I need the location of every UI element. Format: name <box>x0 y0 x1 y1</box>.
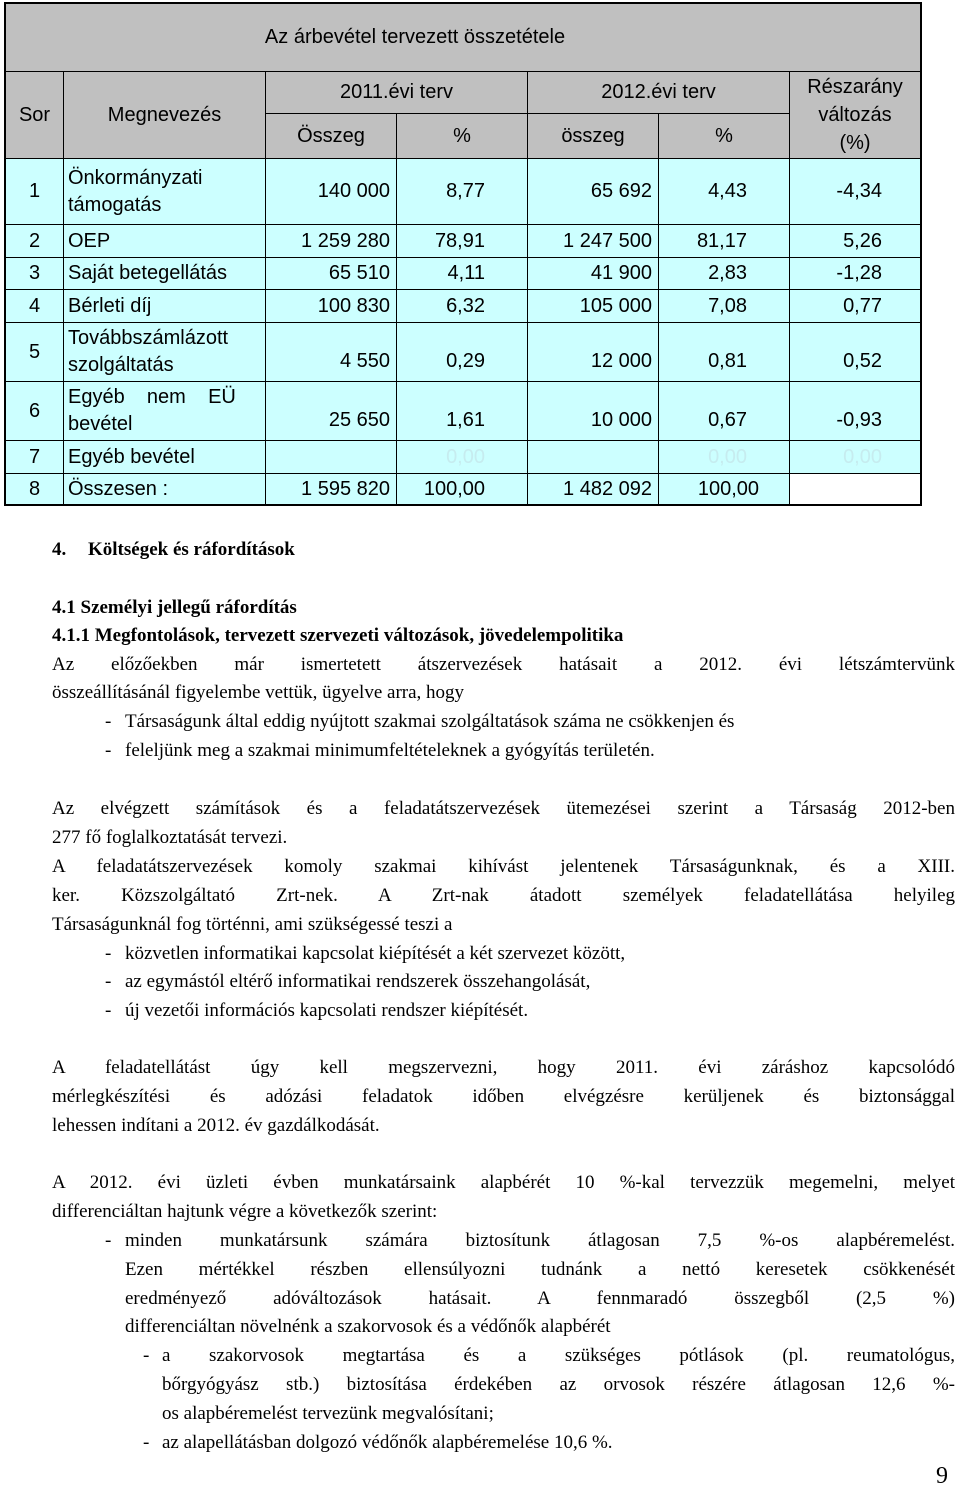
row8-p2011: 100,00 <box>396 473 527 504</box>
bullet-dash: - <box>143 1345 150 1366</box>
bullet-1: Társaságunk által eddig nyújtott szakmai szolgáltatások száma ne csökkenjen és <box>125 711 735 732</box>
row2-name: OEP <box>63 224 265 257</box>
header-megnevezes: Megnevezés <box>63 71 265 158</box>
row6-v2012: 10 000 <box>527 381 658 440</box>
row3-name: Saját betegellátás <box>63 257 265 289</box>
row8-change <box>789 473 920 504</box>
row3-sor: 3 <box>6 257 63 289</box>
row3-p2012: 2,83 <box>658 257 789 289</box>
section-4-number: 4. <box>52 539 67 560</box>
row5-p2012: 0,81 <box>658 322 789 381</box>
bullet-7-line1: a szakorvosok megtartása és a szükséges pótlások (pl. reumatológus, <box>162 1345 955 1366</box>
revenue-table <box>4 2 922 506</box>
para4-line3: lehessen indítani a 2012. év gazdálkodását. <box>52 1115 380 1136</box>
row1-change: -4,34 <box>789 158 920 224</box>
bullet-8: az alapellátásban dolgozó védőnők alapbéremelése 10,6 %. <box>162 1432 613 1453</box>
header-2011: 2011.évi terv <box>265 71 527 113</box>
para3-line2: ker. Közszolgáltató Zrt-nek. A Zrt-nak átadott személyek feladatellátása helyileg <box>52 885 955 906</box>
row6-sor: 6 <box>6 381 63 440</box>
para2-line1: Az elvégzett számítások és a feladatátszervezések ütemezései szerint a Társaság 2012-ben <box>52 798 955 819</box>
row7-v2012 <box>527 440 658 473</box>
para5-line2: differenciáltan hajtunk végre a következők szerint: <box>52 1201 438 1222</box>
section-4-1-1-title: 4.1.1 Megfontolások, tervezett szervezeti változások, jövedelempolitika <box>52 625 624 646</box>
subheader-pct-2012: % <box>658 113 789 158</box>
bullet-2: feleljünk meg a szakmai minimumfeltételeknek a gyógyítás területén. <box>125 740 655 761</box>
row1-name <box>63 158 265 224</box>
bullet-dash: - <box>105 1230 112 1251</box>
row1-p2012: 4,43 <box>658 158 789 224</box>
row4-change: 0,77 <box>789 289 920 322</box>
row4-v2011: 100 830 <box>265 289 396 322</box>
row7-sor: 7 <box>6 440 63 473</box>
row6-name-line1: Egyéb nem EÜ <box>68 386 236 408</box>
bullet-5: új vezetői információs kapcsolati rendszer kiépítését. <box>125 1000 529 1021</box>
row2-p2012: 81,17 <box>658 224 789 257</box>
header-change-line3: (%) <box>839 132 871 154</box>
row2-v2011: 1 259 280 <box>265 224 396 257</box>
row3-v2011: 65 510 <box>265 257 396 289</box>
row1-name-line1: Önkormányzati <box>68 166 203 189</box>
row6-change: -0,93 <box>789 381 920 440</box>
bullet-dash: - <box>105 943 112 964</box>
row8-v2012: 1 482 092 <box>527 473 658 504</box>
bullet-7-line3: os alapbéremelést tervezünk megvalósítani; <box>162 1403 494 1424</box>
row1-name-line2: támogatás <box>68 193 162 216</box>
row4-sor: 4 <box>6 289 63 322</box>
row4-name: Bérleti díj <box>63 289 265 322</box>
row7-change: 0,00 <box>789 440 920 473</box>
header-2012: 2012.évi terv <box>527 71 789 113</box>
para5-line1: A 2012. évi üzleti évben munkatársaink alapbérét 10 %-kal tervezzük megemelni, melyet <box>52 1172 955 1193</box>
para1-line1: Az előzőekben már ismertetett átszervezések hatásait a 2012. évi létszámtervünk <box>52 654 955 675</box>
row7-v2011 <box>265 440 396 473</box>
row5-name-line1: Továbbszámlázott <box>68 327 229 349</box>
para1-line2: összeállításánál figyelembe vettük, ügyelve arra, hogy <box>52 682 465 703</box>
row6-p2012: 0,67 <box>658 381 789 440</box>
para3-line1: A feladatátszervezések komoly szakmai kihívást jelentenek Társaságunknak, és a XIII. <box>52 856 955 877</box>
para4-line1: A feladatellátást úgy kell megszervezni, hogy 2011. évi záráshoz kapcsolódó <box>52 1057 955 1078</box>
row6-v2011: 25 650 <box>265 381 396 440</box>
row1-sor: 1 <box>6 158 63 224</box>
row3-v2012: 41 900 <box>527 257 658 289</box>
subheader-pct-2011: % <box>396 113 527 158</box>
row5-p2011: 0,29 <box>396 322 527 381</box>
row1-v2012: 65 692 <box>527 158 658 224</box>
bullet-6-line4: differenciáltan növelnénk a szakorvosok és a védőnők alapbérét <box>125 1316 611 1337</box>
row6-p2011: 1,61 <box>396 381 527 440</box>
section-4-1-title: 4.1 Személyi jellegű ráfordítás <box>52 597 297 618</box>
header-change-line2: változás <box>818 104 892 126</box>
row1-p2011: 8,77 <box>396 158 527 224</box>
row5-name <box>63 322 265 381</box>
subheader-osszeg-2012: összeg <box>527 113 658 158</box>
row3-change: -1,28 <box>789 257 920 289</box>
para3-line3: Társaságunknál fog történni, ami szükségessé teszi a <box>52 914 453 935</box>
bullet-7-line2: bőrgyógyász stb.) biztosítása érdekében az orvosok részére átlagosan 12,6 %- <box>162 1374 955 1395</box>
subheader-osszeg-2011: Összeg <box>265 113 396 158</box>
row6-name-line2: bevétel <box>68 413 133 435</box>
row8-p2012: 100,00 <box>658 473 789 504</box>
bullet-dash: - <box>105 1000 112 1021</box>
row2-sor: 2 <box>6 224 63 257</box>
row7-p2011: 0,00 <box>396 440 527 473</box>
bullet-dash: - <box>143 1432 150 1453</box>
row7-p2012: 0,00 <box>658 440 789 473</box>
bullet-dash: - <box>105 740 112 761</box>
row4-p2012: 7,08 <box>658 289 789 322</box>
row8-name: Összesen : <box>63 473 265 504</box>
row8-v2011: 1 595 820 <box>265 473 396 504</box>
bullet-6-line3: eredményező adóváltozások hatásait. A fennmaradó összegből (2,5 %) <box>125 1288 955 1309</box>
row2-change: 5,26 <box>789 224 920 257</box>
row4-p2011: 6,32 <box>396 289 527 322</box>
row8-sor: 8 <box>6 473 63 504</box>
row1-v2011: 140 000 <box>265 158 396 224</box>
table-title: Az árbevétel tervezett összetétele <box>6 4 920 71</box>
header-change-line1: Részarány <box>807 76 903 98</box>
bullet-3: közvetlen informatikai kapcsolat kiépítését a két szervezet között, <box>125 943 626 964</box>
row5-v2011: 4 550 <box>265 322 396 381</box>
row7-name: Egyéb bevétel <box>63 440 265 473</box>
bullet-dash: - <box>105 971 112 992</box>
page-number: 9 <box>936 1463 948 1489</box>
row6-name <box>63 381 265 440</box>
bullet-4: az egymástól eltérő informatikai rendszerek összehangolását, <box>125 971 591 992</box>
row5-name-line2: szolgáltatás <box>68 354 174 376</box>
row5-change: 0,52 <box>789 322 920 381</box>
row5-sor: 5 <box>6 322 63 381</box>
bullet-6-line1: minden munkatársunk számára biztosítunk átlagosan 7,5 %-os alapbéremelést. <box>125 1230 955 1251</box>
row2-v2012: 1 247 500 <box>527 224 658 257</box>
header-sor: Sor <box>6 71 63 158</box>
row2-p2011: 78,91 <box>396 224 527 257</box>
bullet-dash: - <box>105 711 112 732</box>
section-4-title: Költségek és ráfordítások <box>88 539 295 560</box>
row5-v2012: 12 000 <box>527 322 658 381</box>
row3-p2011: 4,11 <box>396 257 527 289</box>
row4-v2012: 105 000 <box>527 289 658 322</box>
para4-line2: mérlegkészítési és adózási feladatok időben elvégzésre kerüljenek és biztonsággal <box>52 1086 955 1107</box>
header-change <box>789 71 920 158</box>
bullet-6-line2: Ezen mértékkel részben ellensúlyozni tudnánk a nettó keresetek csökkenését <box>125 1259 955 1280</box>
para2-line2: 277 fő foglalkoztatását tervezi. <box>52 827 288 848</box>
